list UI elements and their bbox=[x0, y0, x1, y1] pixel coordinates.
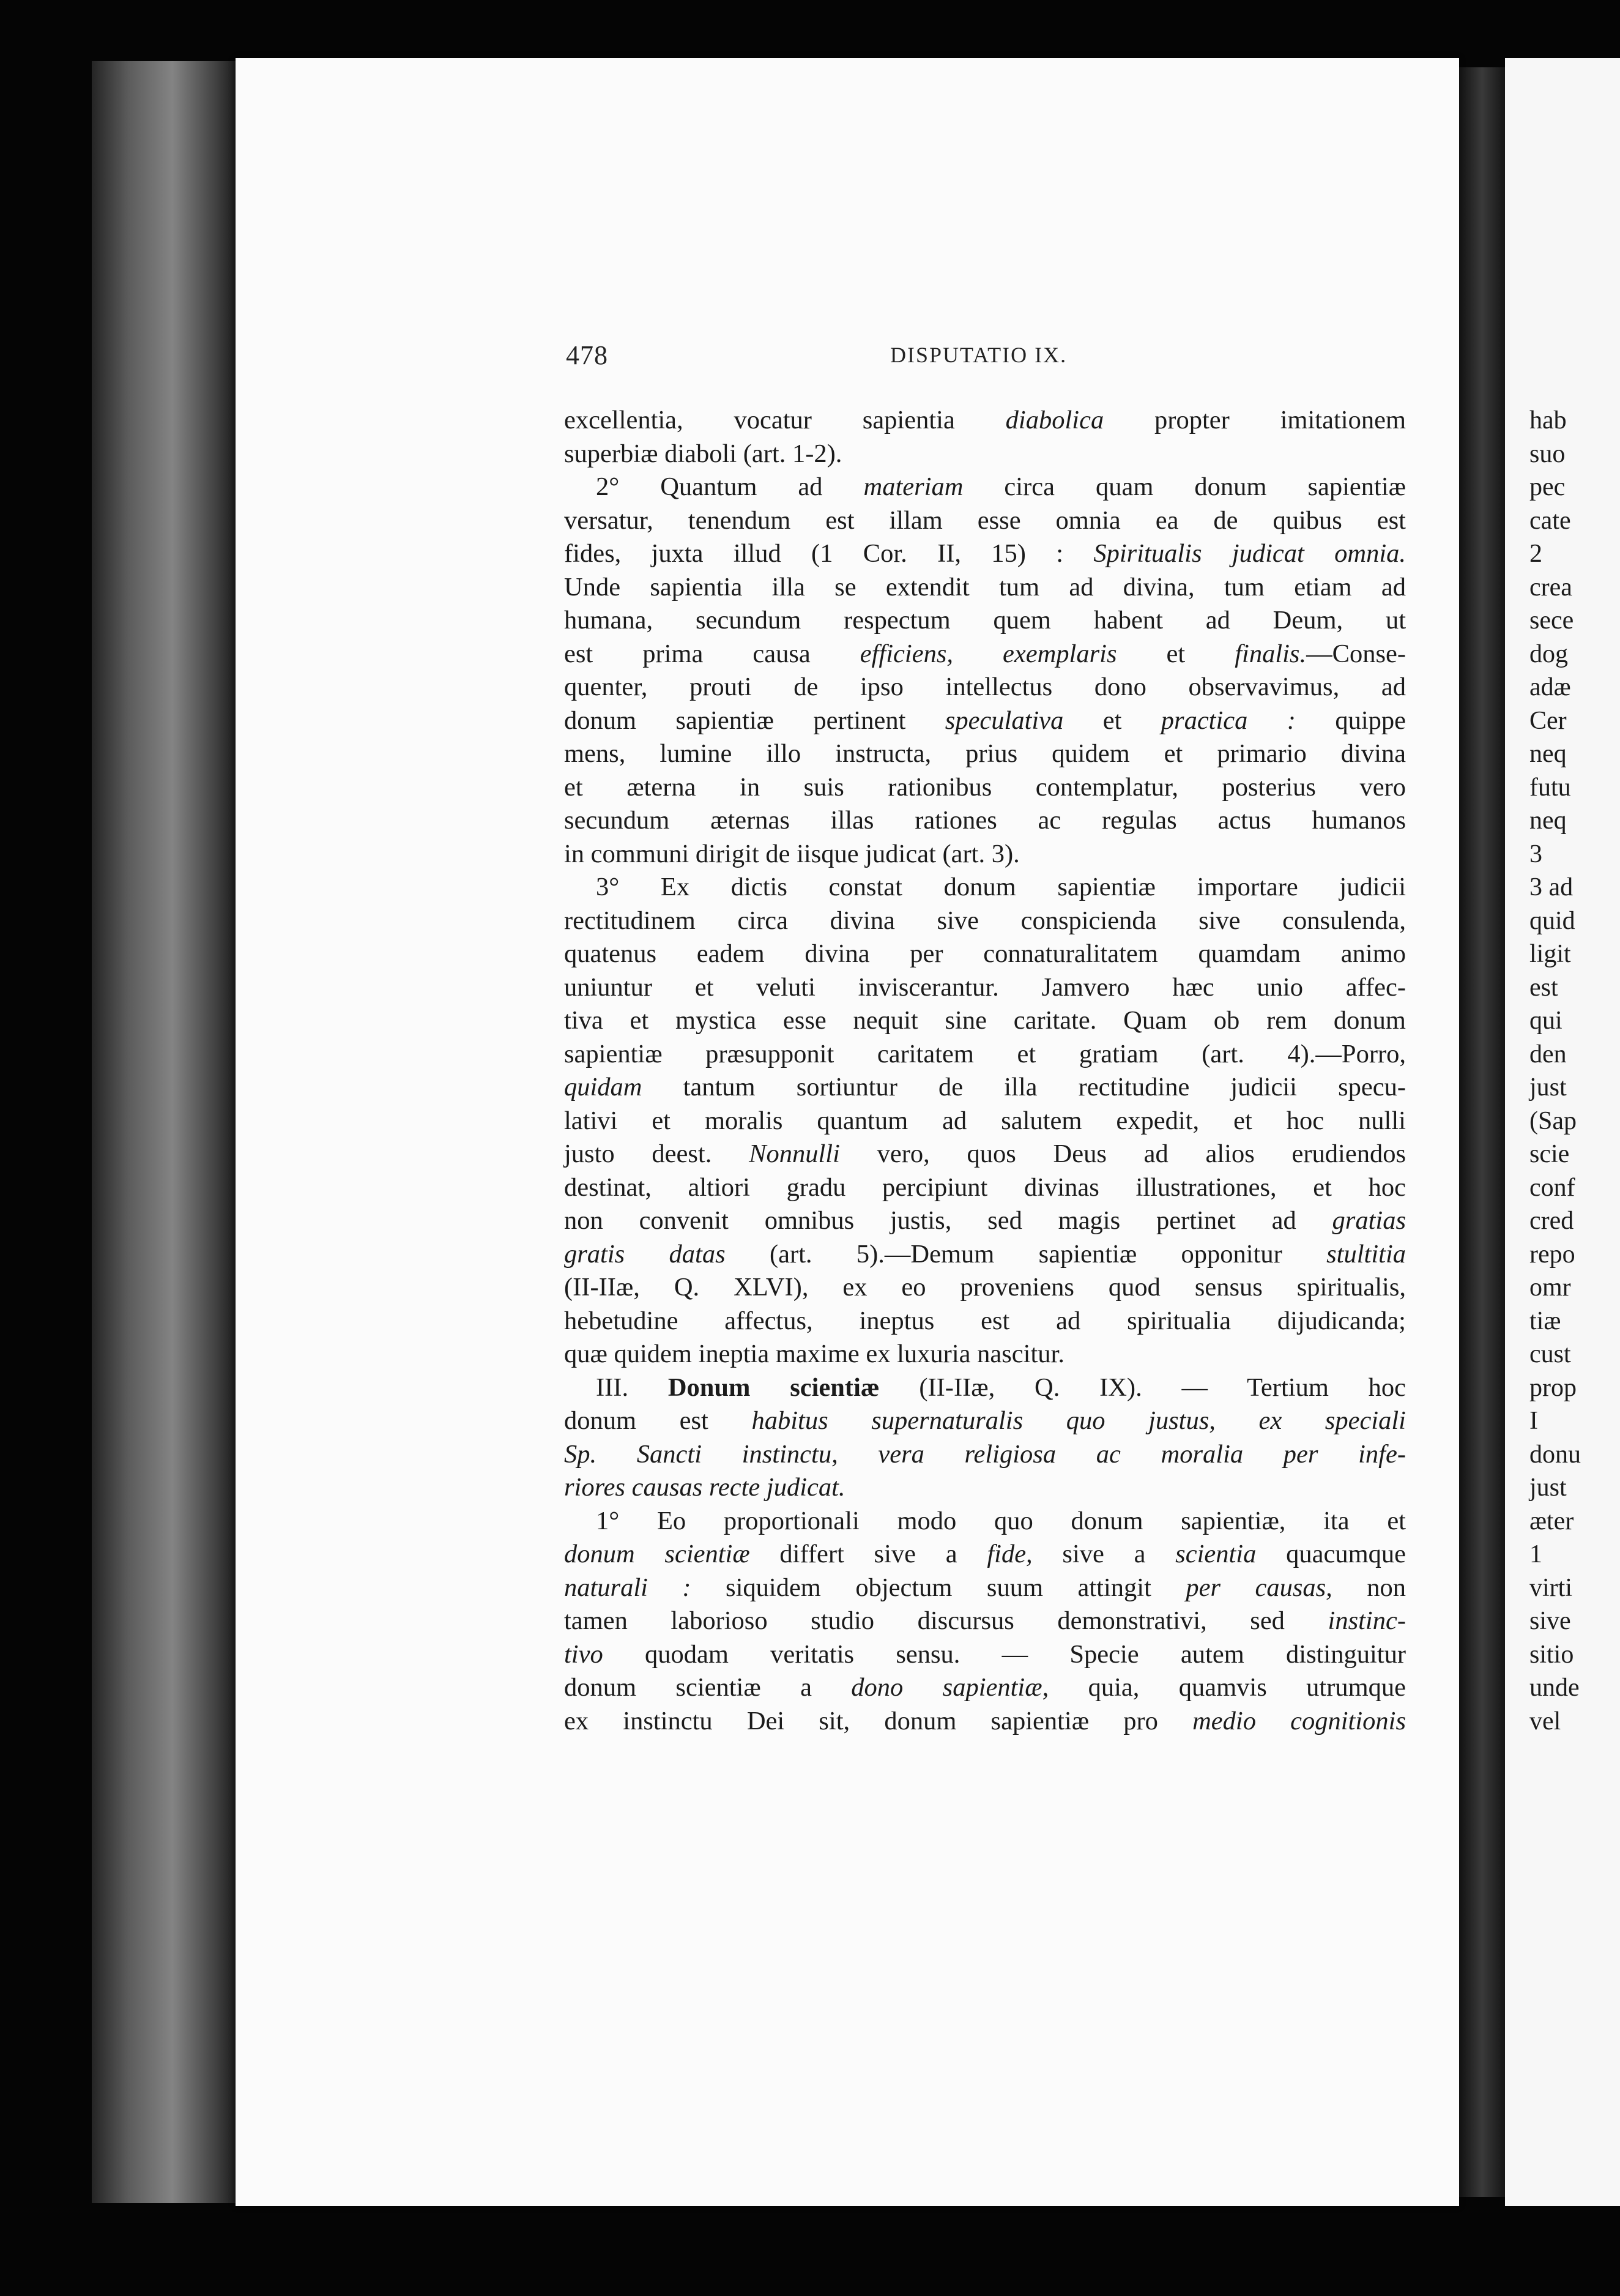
text-line bbox=[564, 1071, 1406, 1105]
right-page-fragment: neq bbox=[1529, 807, 1567, 835]
right-page-text-fragments bbox=[1529, 404, 1620, 1738]
text-line bbox=[564, 1238, 1406, 1272]
text-line bbox=[564, 1671, 1406, 1705]
italic-text: efficiens, exemplaris bbox=[860, 639, 1117, 668]
italic-text: practica : bbox=[1161, 706, 1296, 735]
right-page-fragment: neq bbox=[1529, 740, 1567, 768]
text-run: siquidem objectum suum attingit bbox=[691, 1573, 1186, 1602]
text-run: quippe bbox=[1295, 706, 1406, 735]
text-run: vero, quos Deus ad alios erudiendos bbox=[839, 1139, 1406, 1168]
right-page-fragment: vel bbox=[1529, 1707, 1561, 1735]
text-run: 1° Eo proportionali modo quo donum sapientiæ, ita et bbox=[596, 1506, 1406, 1535]
text-line bbox=[564, 871, 1406, 904]
text-run: donum sapientiæ pertinent bbox=[564, 706, 945, 735]
italic-text: instinc- bbox=[1328, 1606, 1406, 1635]
text-run: uniuntur et veluti inviscerantur. Jamvero hæc unio affec- bbox=[564, 972, 1406, 1002]
text-run: rectitudinem circa divina sive conspicienda sive consulenda, bbox=[564, 906, 1406, 935]
italic-text: tivo bbox=[564, 1639, 603, 1669]
right-page-fragment: sive bbox=[1529, 1607, 1571, 1635]
right-page-fragment: 3 bbox=[1529, 840, 1542, 868]
text-line bbox=[564, 1338, 1406, 1371]
italic-text: diabolica bbox=[1005, 406, 1104, 434]
right-page-fragment: dog bbox=[1529, 639, 1568, 668]
right-page-fragment: prop bbox=[1529, 1373, 1577, 1402]
text-line bbox=[564, 404, 1406, 438]
right-page-fragment: I bbox=[1529, 1407, 1538, 1435]
right-page-fragment: 3 ad bbox=[1529, 873, 1574, 901]
text-line bbox=[564, 1371, 1406, 1405]
text-run: sapientiæ præsupponit caritatem et gratiam (art. 4).—Porro, bbox=[564, 1039, 1406, 1068]
right-page-fragment: Cer bbox=[1529, 706, 1567, 735]
text-run: propter imitationem bbox=[1104, 406, 1406, 434]
text-line bbox=[564, 1705, 1406, 1739]
text-run: quodam veritatis sensu. — Specie autem distinguitur bbox=[603, 1639, 1406, 1669]
page-number: 478 bbox=[566, 340, 608, 370]
book-spine-edge bbox=[92, 61, 239, 2203]
right-page-fragment: unde bbox=[1529, 1674, 1580, 1702]
right-page-fragment: omr bbox=[1529, 1273, 1571, 1302]
text-run: est prima causa bbox=[564, 639, 860, 668]
right-page-fragment: sece bbox=[1529, 606, 1574, 635]
text-run: destinat, altiori gradu percipiunt divinas illustrationes, et hoc bbox=[564, 1172, 1406, 1202]
right-page-fragment: suo bbox=[1529, 439, 1566, 468]
book-page-right-fragment bbox=[1505, 58, 1620, 2206]
text-run: donum est bbox=[564, 1406, 752, 1435]
italic-text: riores causas recte judicat. bbox=[564, 1473, 845, 1502]
text-run: quatenus eadem divina per connaturalitatem quamdam animo bbox=[564, 939, 1406, 968]
text-run: et bbox=[1117, 639, 1235, 668]
right-page-fragment: virti bbox=[1529, 1573, 1572, 1602]
text-run: tiva et mystica esse nequit sine caritate. Quam ob rem donum bbox=[564, 1006, 1406, 1035]
right-page-fragment: (Sap bbox=[1529, 1106, 1577, 1135]
right-page-fragment: ligit bbox=[1529, 940, 1571, 968]
text-run: donum scientiæ a bbox=[564, 1673, 852, 1702]
text-run: fides, juxta illud (1 Cor. II, 15) : bbox=[564, 539, 1094, 568]
italic-text: fide, bbox=[987, 1540, 1033, 1568]
italic-text: per causas, bbox=[1186, 1573, 1332, 1602]
right-page-fragment: adæ bbox=[1529, 673, 1571, 701]
right-page-fragment: just bbox=[1529, 1474, 1567, 1502]
text-run: (art. 5).—Demum sapientiæ opponitur bbox=[725, 1239, 1327, 1269]
text-run: justo deest. bbox=[564, 1139, 749, 1168]
text-line bbox=[564, 1305, 1406, 1338]
text-line bbox=[564, 1171, 1406, 1205]
text-line bbox=[564, 1505, 1406, 1538]
italic-text: Sp. Sancti instinctu, vera religiosa ac moralia per infe- bbox=[564, 1439, 1406, 1469]
right-page-fragment: repo bbox=[1529, 1240, 1575, 1269]
italic-text: Spiritualis judicat omnia. bbox=[1093, 539, 1406, 568]
body-text bbox=[564, 404, 1406, 1738]
italic-text: medio cognitionis bbox=[1192, 1706, 1406, 1735]
right-page-fragment: den bbox=[1529, 1040, 1567, 1068]
text-run: excellentia, vocatur sapientia bbox=[564, 406, 1006, 434]
text-run: sive a bbox=[1032, 1540, 1176, 1568]
text-line bbox=[564, 1105, 1406, 1138]
text-run: non bbox=[1332, 1573, 1406, 1602]
italic-text: gratis datas bbox=[564, 1239, 726, 1269]
running-head bbox=[566, 340, 1410, 376]
text-run: et bbox=[1063, 706, 1161, 735]
right-page-fragment: hab bbox=[1529, 406, 1567, 434]
right-page-fragment: æter bbox=[1529, 1507, 1574, 1535]
text-run: lativi et moralis quantum ad salutem expedit, et hoc nulli bbox=[564, 1106, 1406, 1135]
italic-text: quidam bbox=[564, 1073, 642, 1101]
right-page-fragment: 1 bbox=[1529, 1540, 1542, 1568]
text-run: quenter, prouti de ipso intellectus dono observavimus, ad bbox=[564, 673, 1406, 701]
right-page-fragment: sitio bbox=[1529, 1640, 1574, 1669]
right-page-fragment: 2 bbox=[1529, 540, 1542, 568]
text-line bbox=[564, 1204, 1406, 1238]
right-page-fragment: cate bbox=[1529, 506, 1571, 535]
text-run: secundum æternas illas rationes ac regulas actus humanos bbox=[564, 806, 1406, 835]
text-line bbox=[564, 1038, 1406, 1072]
text-line bbox=[564, 504, 1406, 538]
right-page-fragment: conf bbox=[1529, 1173, 1575, 1202]
italic-text: donum scientiæ bbox=[564, 1540, 750, 1568]
right-page-fragment: just bbox=[1529, 1073, 1567, 1101]
right-page-fragment: cred bbox=[1529, 1207, 1574, 1235]
text-run: quæ quidem ineptia maxime ex luxuria nascitur. bbox=[564, 1340, 1065, 1368]
text-line bbox=[564, 904, 1406, 938]
italic-text: materiam bbox=[863, 472, 964, 501]
text-run: quia, quamvis utrumque bbox=[1049, 1673, 1406, 1702]
text-line bbox=[564, 1471, 1406, 1505]
book-gutter bbox=[1459, 67, 1505, 2197]
text-run: circa quam donum sapientiæ bbox=[963, 472, 1406, 501]
text-line bbox=[564, 704, 1406, 738]
italic-text: finalis. bbox=[1235, 639, 1307, 668]
italic-text: gratias bbox=[1332, 1206, 1406, 1235]
text-line bbox=[564, 1638, 1406, 1672]
text-run: humana, secundum respectum quem habent ad Deum, ut bbox=[564, 606, 1406, 635]
text-run: tantum sortiuntur de illa rectitudine judicii specu- bbox=[642, 1073, 1406, 1101]
italic-text: stultitia bbox=[1326, 1239, 1406, 1269]
text-run: versatur, tenendum est illam esse omnia ea de quibus est bbox=[564, 505, 1406, 535]
text-run: hebetudine affectus, ineptus est ad spiritualia dijudicanda; bbox=[564, 1306, 1406, 1335]
text-line bbox=[564, 471, 1406, 504]
text-run: superbiæ diaboli (art. 1-2). bbox=[564, 439, 842, 468]
text-line bbox=[564, 638, 1406, 671]
text-run: in communi dirigit de iisque judicat (art. 3). bbox=[564, 839, 1020, 868]
text-line bbox=[564, 438, 1406, 471]
text-run: ex instinctu Dei sit, donum sapientiæ pro bbox=[564, 1706, 1193, 1735]
text-run: et æterna in suis rationibus contemplatur, posterius vero bbox=[564, 772, 1406, 802]
text-run: 2° Quantum ad bbox=[596, 472, 864, 501]
right-page-fragment: donu bbox=[1529, 1440, 1581, 1469]
text-line bbox=[564, 971, 1406, 1005]
text-line bbox=[564, 804, 1406, 838]
right-page-fragment: cust bbox=[1529, 1340, 1571, 1368]
text-line bbox=[564, 1138, 1406, 1171]
text-run: 3° Ex dictis constat donum sapientiæ importare judicii bbox=[596, 873, 1406, 901]
running-title: DISPUTATIO IX. bbox=[890, 343, 1068, 367]
italic-text: speculativa bbox=[945, 706, 1064, 735]
text-run: non convenit omnibus justis, sed magis pertinet ad bbox=[564, 1206, 1332, 1235]
text-run: III. bbox=[596, 1373, 668, 1402]
right-page-fragment: qui bbox=[1529, 1007, 1562, 1035]
text-line bbox=[564, 571, 1406, 605]
text-run: tamen laborioso studio discursus demonstrativi, sed bbox=[564, 1606, 1328, 1635]
text-line bbox=[564, 771, 1406, 805]
text-line bbox=[564, 937, 1406, 971]
text-line bbox=[564, 537, 1406, 571]
text-line bbox=[564, 1271, 1406, 1305]
text-line bbox=[564, 1004, 1406, 1038]
text-line bbox=[564, 838, 1406, 871]
text-run: —Conse- bbox=[1306, 639, 1406, 668]
right-page-fragment: est bbox=[1529, 973, 1558, 1002]
right-page-fragment: futu bbox=[1529, 773, 1571, 802]
right-page-fragment: quid bbox=[1529, 906, 1575, 935]
text-line bbox=[564, 737, 1406, 771]
text-run: mens, lumine illo instructa, prius quidem et primario divina bbox=[564, 739, 1406, 768]
section-heading-text: Donum scientiæ bbox=[667, 1373, 880, 1402]
right-page-fragment: tiæ bbox=[1529, 1306, 1561, 1335]
text-run: differt sive a bbox=[749, 1540, 987, 1568]
right-page-fragment: crea bbox=[1529, 573, 1572, 602]
text-line bbox=[564, 1538, 1406, 1571]
italic-text: scientia bbox=[1175, 1540, 1257, 1568]
text-line bbox=[564, 671, 1406, 704]
text-run: (II-IIæ, Q. IX). — Tertium hoc bbox=[879, 1373, 1406, 1402]
text-line bbox=[564, 1605, 1406, 1638]
text-line bbox=[564, 1404, 1406, 1438]
text-run: Unde sapientia illa se extendit tum ad divina, tum etiam ad bbox=[564, 572, 1406, 602]
text-run: (II-IIæ, Q. XLVI), ex eo proveniens quod sensus spiritualis, bbox=[564, 1273, 1406, 1302]
text-line bbox=[564, 1438, 1406, 1472]
italic-text: Nonnulli bbox=[749, 1139, 840, 1168]
right-page-fragment: pec bbox=[1529, 473, 1566, 501]
text-run: quacumque bbox=[1256, 1540, 1406, 1568]
italic-text: naturali : bbox=[564, 1573, 691, 1602]
text-line bbox=[564, 1571, 1406, 1605]
right-page-fragment: scie bbox=[1529, 1140, 1570, 1168]
italic-text: dono sapientiæ, bbox=[851, 1673, 1049, 1702]
italic-text: habitus supernaturalis quo justus, ex speciali bbox=[751, 1406, 1406, 1435]
text-line bbox=[564, 604, 1406, 638]
